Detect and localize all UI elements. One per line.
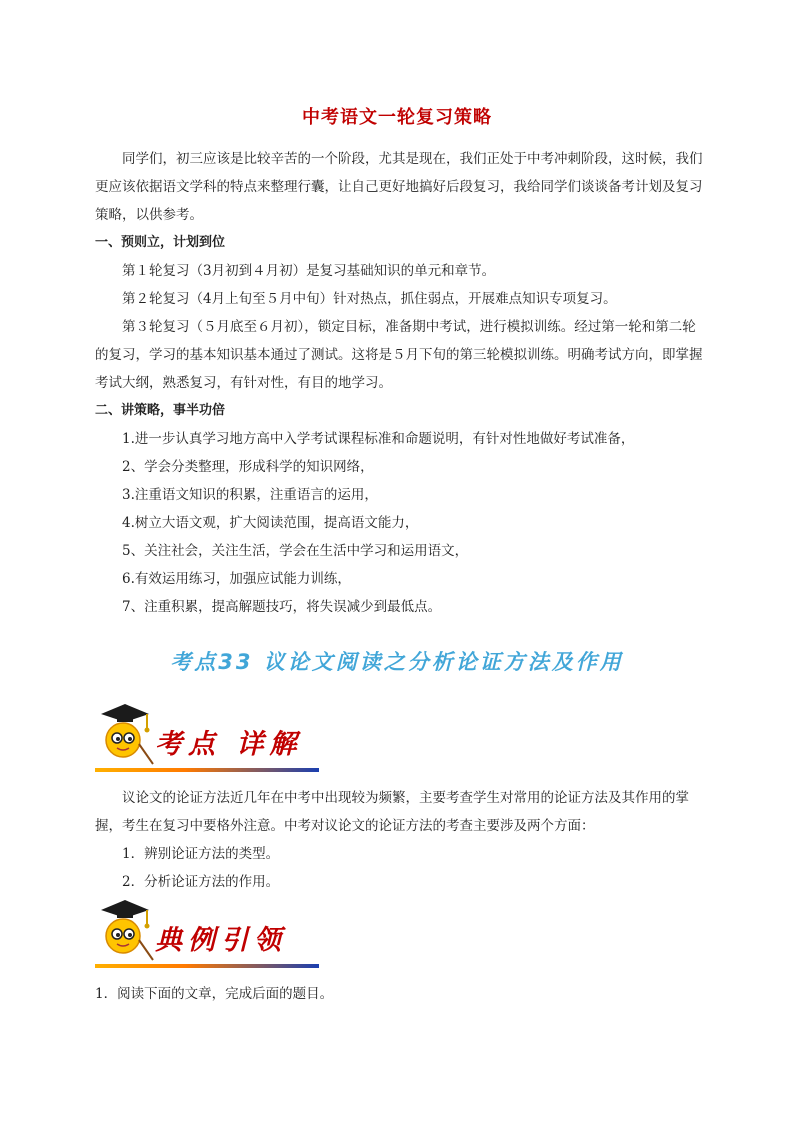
explain-paragraph: 议论文的论证方法近几年在中考中出现较为频繁，主要考查学生对常用的论证方法及其作用的掌握，考生在复习中要格外注意。中考对议论文的论证方法的考查主要涉及两个方面： [95, 790, 689, 834]
list-item: 第２轮复习（4月上旬至５月中旬）针对热点，抓住弱点，开展难点知识专项复习。 [122, 291, 617, 307]
list-item: 1．辨别论证方法的类型。 [122, 846, 280, 862]
section2-heading: 二、讲策略，事半功倍 [95, 403, 226, 418]
list-item: 7、注重积累，提高解题技巧，将失误减少到最低点。 [122, 599, 442, 615]
list-item: 3.注重语文知识的积累，注重语言的运用， [122, 487, 378, 503]
question-section [95, 980, 705, 1008]
list-item: 5、关注社会，关注生活，学会在生活中学习和运用语文， [122, 543, 469, 559]
banner-underline [95, 768, 319, 772]
list-item: 第３轮复习（５月底至６月初），锁定目标，准备期中考试，进行模拟训练。经过第一轮和第二轮的复习，学习的基本知识基本通过了测试。这将是５月下旬的第三轮模拟训练。明确考试方向，即掌握考试大纲，熟悉复习，有针对性，有目的地学习。 [95, 319, 703, 391]
explain-section [95, 784, 705, 896]
intro-paragraph: 同学们，初三应该是比较辛苦的一个阶段，尤其是现在，我们正处于中考冲刺阶段，这时候，我们更应该依据语文学科的特点来整理行囊，让自己更好地搞好后段复习，我给同学们谈谈备考计划及复习策略，以供参考。 [95, 151, 703, 223]
list-item: 第１轮复习（3月初到４月初）是复习基础知识的单元和章节。 [122, 263, 496, 279]
topic-title: 考点33 议论文阅读之分析论证方法及作用 [170, 650, 624, 674]
banner-dianli-yinling [95, 896, 325, 968]
banner-kaodian-xiangjie [95, 700, 325, 772]
page-title: 中考语文一轮复习策略 [302, 107, 492, 128]
graduate-mascot-icon [95, 700, 155, 772]
list-item: 1.进一步认真学习地方高中入学考试课程标准和命题说明，有针对性地做好考试准备， [122, 431, 635, 447]
list-item: 2、学会分类整理，形成科学的知识网络， [122, 459, 374, 475]
list-item: 6.有效运用练习，加强应试能力训练， [122, 571, 351, 587]
banner-underline [95, 964, 319, 968]
section1-heading: 一、预则立，计划到位 [95, 235, 226, 250]
question-text: 1．阅读下面的文章，完成后面的题目。 [95, 986, 334, 1002]
banner-label: 考点 详解 [155, 729, 303, 760]
graduate-mascot-icon [95, 896, 155, 968]
banner-label: 典例引领 [155, 925, 287, 956]
list-item: 2．分析论证方法的作用。 [122, 874, 280, 890]
list-item: 4.树立大语文观，扩大阅读范围，提高语文能力， [122, 515, 419, 531]
strategy-section [95, 145, 705, 621]
